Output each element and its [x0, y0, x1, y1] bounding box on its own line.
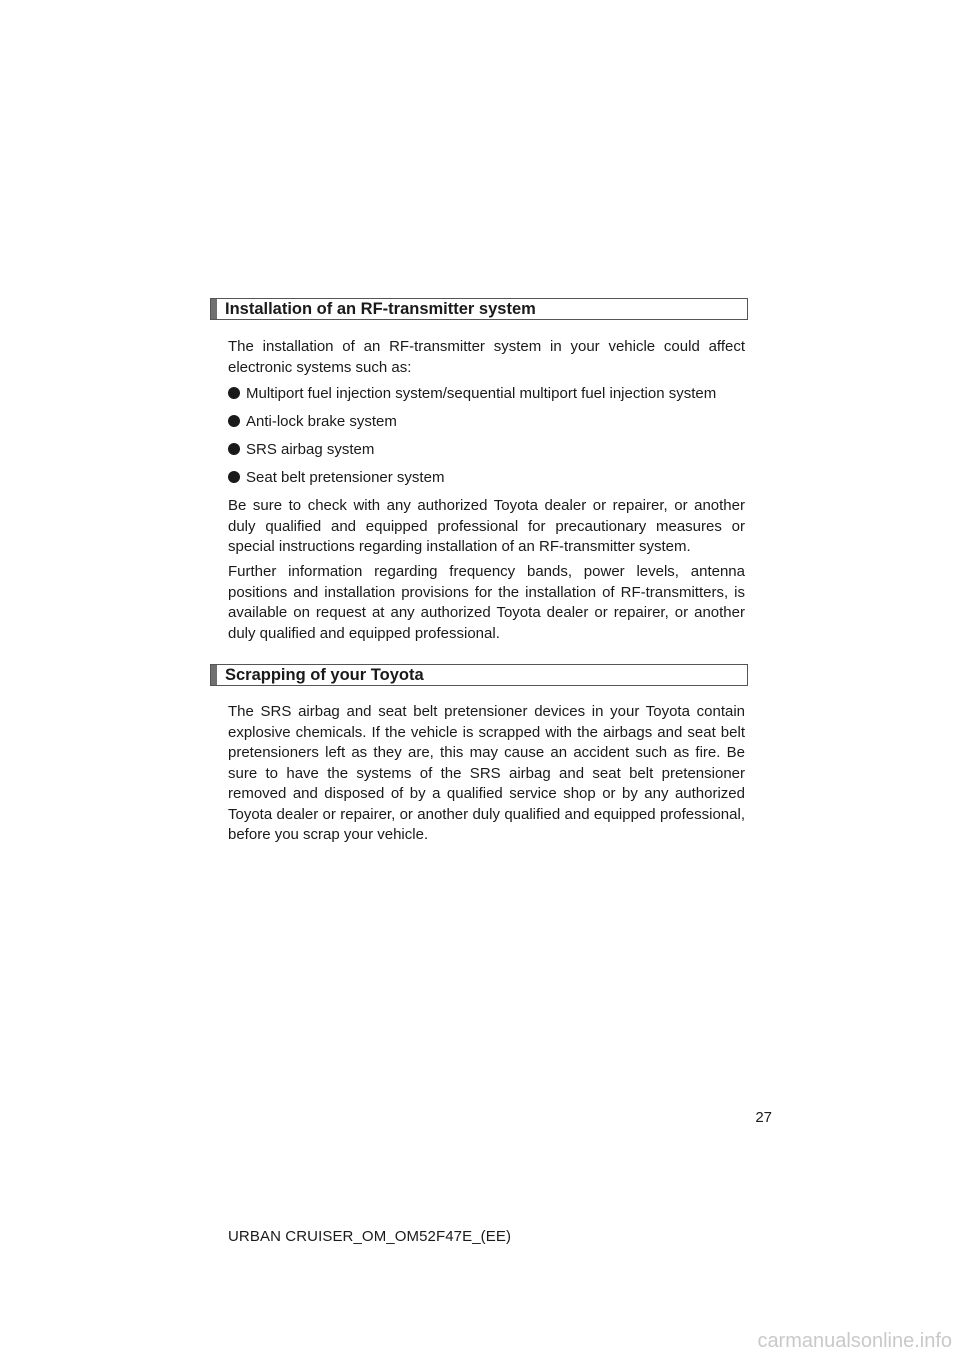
- bullet-icon: [228, 471, 240, 483]
- intro-paragraph: The installation of an RF-transmitter system in your vehicle could affect electronic systems such as:: [228, 338, 745, 376]
- section-title: Scrapping of your Toyota: [225, 666, 424, 684]
- list-item-text: Seat belt pretensioner system: [246, 469, 445, 486]
- watermark-logo: carmanualsonline.info: [757, 1330, 952, 1352]
- document-footer: URBAN CRUISER_OM_OM52F47E_(EE): [228, 1228, 512, 1245]
- scrapping-paragraph: The SRS airbag and seat belt pretensioner devices in your Toyota contain explosive chemicals. If the vehicle is scrapped with the airbags and seat belt pretensioners left as they are, this may cause an accident such as fire. Be sure to have the systems of the SRS airbag and seat belt pretensioner removed and disposed of by a qualified service shop or by any authorized Toyota dealer or repairer, or another duly qualified and equipped professional, before you scrap your vehicle.: [228, 703, 745, 843]
- list-item: [228, 412, 745, 440]
- further-info-paragraph: Further information regarding frequency bands, power levels, antenna positions and installation provisions for the installation of RF-transmitters, is available on request at any authorized Toyota dealer or repairer, or another duly qualified and equipped professional.: [228, 563, 745, 642]
- bullet-icon: [228, 443, 240, 455]
- section-header-bar: [211, 665, 217, 685]
- affected-systems-list: [228, 384, 745, 496]
- dealer-check-paragraph: Be sure to check with any authorized Toyota dealer or repairer, or another duly qualified and equipped professional for precautionary measures or special instructions regarding installation of an RF-transmitter system.: [228, 497, 745, 555]
- section-header-scrapping: [210, 664, 748, 686]
- list-item-text: Anti-lock brake system: [246, 413, 397, 430]
- section-title: Installation of an RF-transmitter system: [225, 300, 536, 318]
- page-number: 27: [755, 1109, 772, 1126]
- list-item: [228, 384, 745, 412]
- list-item: [228, 468, 745, 496]
- section-header-rf-transmitter: [210, 298, 748, 320]
- section-header-bar: [211, 299, 217, 319]
- list-item: [228, 440, 745, 468]
- list-item-text: SRS airbag system: [246, 441, 375, 458]
- bullet-icon: [228, 387, 240, 399]
- list-item-text: Multiport fuel injection system/sequential multiport fuel injection system: [246, 385, 717, 402]
- bullet-icon: [228, 415, 240, 427]
